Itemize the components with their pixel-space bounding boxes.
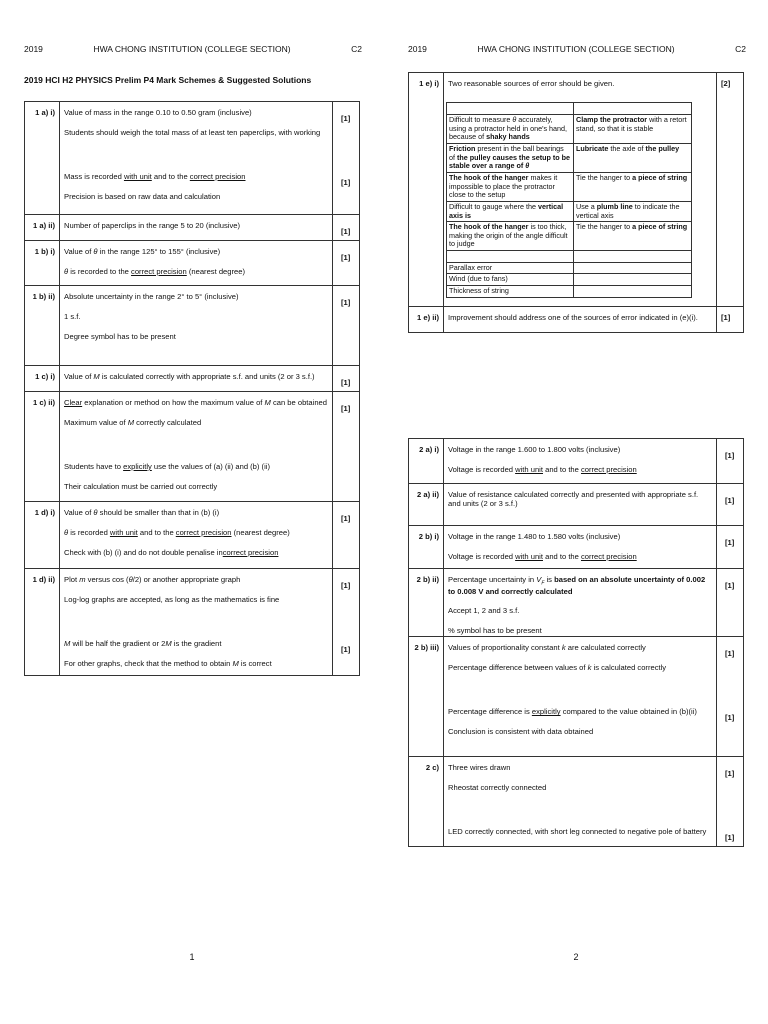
table-row	[25, 215, 360, 241]
marks	[337, 591, 359, 611]
error-source: Friction present in the ball bearings of the pulley causes the setup to be stable over a range of θ	[447, 144, 574, 173]
criterion-text: Percentage uncertainty in $V_F$ is based on an absolute uncertainty of 0.002 to 0.008 V and correctly calculated	[448, 575, 706, 596]
marks	[337, 611, 359, 635]
marks: [1]	[341, 581, 351, 590]
marks: [1]	[725, 538, 735, 547]
table-row	[409, 306, 744, 332]
marks: [1]	[341, 514, 351, 523]
question-number: 1 c) i)	[25, 366, 60, 392]
question-number: 1 e) ii)	[409, 306, 444, 332]
table-row	[25, 502, 360, 569]
marks	[721, 611, 743, 631]
criterion-text: Degree symbol has to be present	[64, 332, 176, 341]
criterion-text: θ is recorded to the correct precision (nearest degree)	[64, 267, 246, 276]
table-row	[409, 569, 744, 637]
marks: [1]	[725, 713, 735, 723]
table-row	[409, 526, 744, 569]
criterion-text: Accept 1, 2 and 3 s.f.	[448, 606, 520, 616]
table-row	[25, 392, 360, 502]
improvement: Use a plumb line to indicate the vertical axis	[574, 201, 692, 221]
marks: [1]	[725, 496, 735, 505]
marks: [1]	[341, 178, 351, 187]
criterion-text: Value of resistance calculated correctly and presented with appropriate s.f. and units (2 or 3 s.f.)	[448, 490, 699, 509]
criterion-text: Percentage difference is explicitly compared to the value obtained in (b)(ii)	[448, 707, 697, 717]
criterion-text: Plot m versus cos (θ/2) or another appropriate graph	[64, 575, 241, 584]
criterion-text: Check with (b) (i) and do not double penalise incorrect precision	[64, 548, 279, 557]
spacer	[444, 673, 716, 697]
criterion-text: Their calculation must be carried out correctly	[64, 482, 218, 491]
marks	[337, 458, 359, 478]
error-table-row	[447, 201, 692, 221]
marks: [1]	[717, 306, 744, 332]
criterion-text: Precision is based on raw data and calculation	[64, 192, 221, 201]
criterion-text: Clear explanation or method on how the maximum value of M can be obtained	[64, 398, 327, 407]
question-number: 2 b) iii)	[409, 637, 444, 757]
marks: [1]	[725, 833, 735, 843]
error-table-row	[447, 172, 692, 201]
error-table-row	[447, 251, 692, 263]
criterion-text: Conclusion is consistent with data obtained	[448, 727, 594, 737]
question-number: 1 b) i)	[25, 241, 60, 286]
table-row	[25, 286, 360, 366]
marks: [1]	[341, 404, 351, 413]
improvement: Tie the hanger to a piece of string	[574, 222, 692, 251]
criterion-text: Students have to explicitly use the values of (a) (ii) and (b) (ii)	[64, 462, 270, 471]
error-table-row	[447, 115, 692, 144]
marks	[721, 779, 743, 799]
criterion-text: LED correctly connected, with short leg connected to negative pole of battery	[448, 827, 707, 837]
marks	[337, 524, 359, 544]
error-table-row	[447, 144, 692, 173]
error-source: Parallax error	[447, 262, 574, 274]
question-number: 1 d) ii)	[25, 569, 60, 676]
table-row	[25, 241, 360, 286]
spacer	[60, 428, 332, 452]
criterion-text: 1 s.f.	[64, 312, 81, 321]
header-school: HWA CHONG INSTITUTION (COLLEGE SECTION)	[93, 44, 291, 54]
question-number: 1 d) i)	[25, 502, 60, 569]
question-number: 1 a) i)	[25, 102, 60, 215]
question-number: 2 b) ii)	[409, 569, 444, 637]
marks	[721, 461, 743, 481]
marks: [1]	[341, 298, 351, 307]
error-source: Difficult to gauge where the vertical axis is	[447, 201, 574, 221]
page-number: 2	[573, 952, 579, 962]
criterion-text: θ is recorded with unit and to the correct precision (nearest degree)	[64, 528, 290, 537]
table-row	[25, 569, 360, 676]
improvement: Clamp the protractor with a retort stand, so that it is stable	[574, 115, 692, 144]
error-source	[447, 251, 574, 263]
criterion-text: Voltage in the range 1.600 to 1.800 volts (inclusive)	[448, 445, 621, 454]
question-number: 1 a) ii)	[25, 215, 60, 241]
question-number: 1 b) ii)	[25, 286, 60, 366]
improvement	[574, 262, 692, 274]
mark-scheme-table-1	[24, 101, 360, 676]
marks	[721, 659, 743, 679]
header-year: 2019	[408, 44, 427, 54]
header-year: 2019	[24, 44, 43, 54]
criterion-text: Rheostat correctly connected	[448, 783, 547, 793]
spacer	[444, 793, 716, 817]
criterion-text: Value of mass in the range 0.10 to 0.50 gram (inclusive)	[64, 108, 252, 117]
marks: [2]	[717, 73, 744, 307]
table-row	[25, 366, 360, 392]
criterion-text: Students should weigh the total mass of at least ten paperclips, with working	[64, 128, 321, 137]
mark-scheme-table-q1e	[408, 72, 744, 333]
marks: [1]	[341, 378, 351, 387]
criterion-text: % symbol has to be present	[448, 626, 542, 636]
criterion-text: M will be half the gradient or 2M is the gradient	[64, 639, 222, 648]
criterion-text: Value of M is calculated correctly with appropriate s.f. and units (2 or 3 s.f.)	[64, 372, 315, 381]
improvement	[574, 274, 692, 286]
error-improvement-table	[446, 102, 692, 297]
criterion-text: Absolute uncertainty in the range 2° to 5° (inclusive)	[64, 292, 239, 301]
table-row	[409, 637, 744, 757]
marks	[337, 655, 359, 675]
marks	[337, 414, 359, 434]
error-source: Wind (due to fans)	[447, 274, 574, 286]
criterion-text: Improvement should address one of the sources of error indicated in (e)(i).	[448, 312, 698, 322]
marks	[337, 124, 359, 144]
header-school: HWA CHONG INSTITUTION (COLLEGE SECTION)	[477, 44, 675, 54]
marks	[337, 263, 359, 283]
page-2	[384, 0, 768, 1024]
marks	[721, 591, 743, 611]
marks	[337, 328, 359, 348]
criterion-text: Three wires drawn	[448, 763, 511, 773]
criterion-text: Voltage is recorded with unit and to the correct precision	[448, 465, 637, 474]
improvement: Tie the hanger to a piece of string	[574, 172, 692, 201]
header-code: C2	[351, 44, 362, 54]
marks: [1]	[725, 581, 735, 590]
marks	[337, 478, 359, 498]
improvement	[574, 103, 692, 115]
spacer	[60, 138, 332, 162]
table-row	[409, 439, 744, 484]
mark-scheme-table-2	[408, 438, 744, 847]
marks	[337, 434, 359, 458]
marks	[337, 144, 359, 168]
marks: [1]	[341, 114, 351, 123]
improvement	[574, 286, 692, 298]
criterion-text: Two reasonable sources of error should be given.	[448, 79, 615, 88]
criterion-text: Maximum value of M correctly calculated	[64, 418, 202, 427]
marks: [1]	[341, 253, 351, 262]
criterion-text: Voltage in the range 1.480 to 1.580 volts (inclusive)	[448, 532, 621, 541]
criterion-text: Values of proportionality constant k are calculated correctly	[448, 643, 646, 653]
question-number: 2 c)	[409, 757, 444, 847]
criterion-text: Log-log graphs are accepted, as long as the mathematics is fine	[64, 595, 280, 604]
question-number: 2 b) i)	[409, 526, 444, 569]
table-row	[409, 73, 744, 307]
criterion-text: Number of paperclips in the range 5 to 20 (inclusive)	[64, 221, 241, 230]
marks: [1]	[725, 451, 735, 460]
header-code: C2	[735, 44, 746, 54]
marks	[337, 308, 359, 328]
error-table-row	[447, 103, 692, 115]
error-source: The hook of the hanger makes it impossible to place the protractor close to the setup	[447, 172, 574, 201]
marks	[337, 188, 359, 208]
marks: [1]	[725, 649, 735, 659]
error-table-row	[447, 222, 692, 251]
question-number: 2 a) ii)	[409, 484, 444, 526]
marks	[337, 544, 359, 564]
question-number: 1 e) i)	[409, 73, 444, 307]
table-row	[25, 102, 360, 215]
error-source	[447, 103, 574, 115]
marks: [1]	[725, 769, 735, 779]
error-source: The hook of the hanger is too thick, making the origin of the angle difficult to judge	[447, 222, 574, 251]
criterion-text: For other graphs, check that the method to obtain M is correct	[64, 659, 272, 668]
improvement	[574, 251, 692, 263]
question-number: 1 c) ii)	[25, 392, 60, 502]
error-table-row	[447, 274, 692, 286]
question-number: 2 a) i)	[409, 439, 444, 484]
criterion-text: Voltage is recorded with unit and to the correct precision	[448, 552, 637, 561]
marks	[721, 799, 743, 823]
marks	[721, 723, 743, 743]
error-source: Thickness of string	[447, 286, 574, 298]
spacer	[60, 605, 332, 629]
improvement: Lubricate the axle of the pulley	[574, 144, 692, 173]
marks	[721, 548, 743, 568]
error-table-row	[447, 286, 692, 298]
marks: [1]	[341, 645, 351, 654]
marks: [1]	[341, 227, 351, 236]
document-title: 2019 HCI H2 PHYSICS Prelim P4 Mark Schemes & Suggested Solutions	[24, 75, 312, 85]
criterion-text: Value of θ in the range 125° to 155° (inclusive)	[64, 247, 221, 256]
criterion-text: Value of θ should be smaller than that in (b) (i)	[64, 508, 220, 517]
criterion-text: Mass is recorded with unit and to the correct precision	[64, 172, 246, 181]
table-row	[409, 757, 744, 847]
error-source: Difficult to measure θ accurately, using a protractor held in one's hand, because of shaky hands	[447, 115, 574, 144]
table-row	[409, 484, 744, 526]
error-table-row	[447, 262, 692, 274]
criterion-text: Percentage difference between values of k is calculated correctly	[448, 663, 667, 673]
page-number: 1	[189, 952, 195, 962]
marks	[721, 679, 743, 703]
